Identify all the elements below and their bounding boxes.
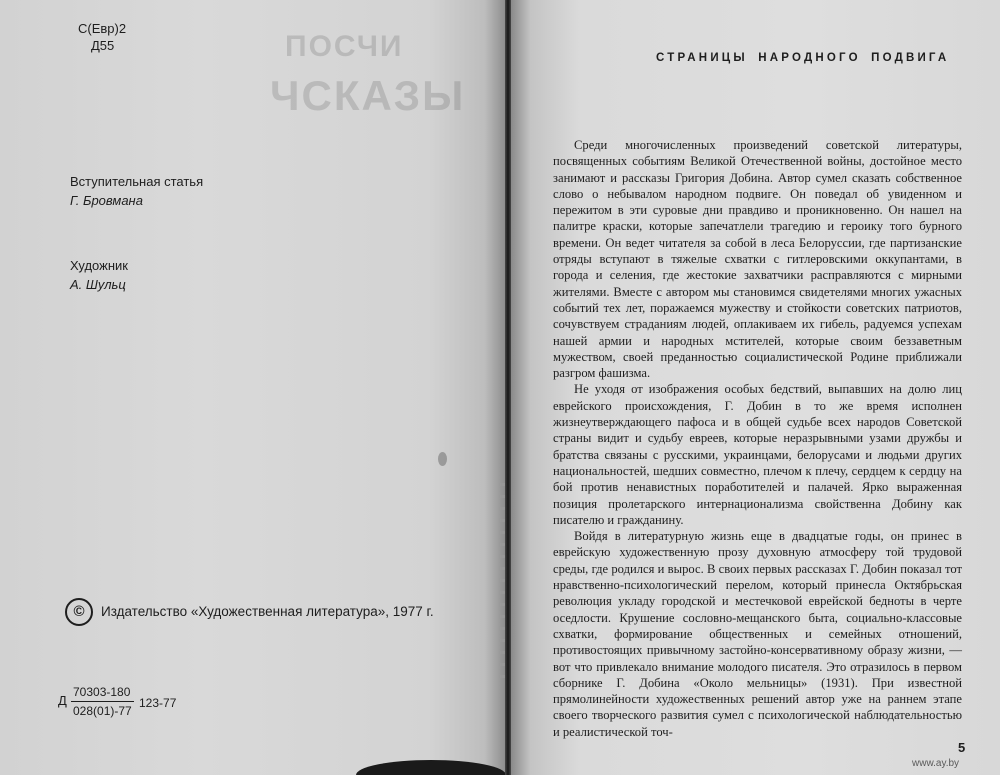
show-through-text: ПОСЧИ: [285, 30, 404, 63]
running-header: СТРАНИЦЫ НАРОДНОГО ПОДВИГА: [656, 52, 950, 64]
index-tail: 123-77: [139, 696, 177, 710]
call-number-line: Д55: [91, 38, 115, 53]
ink-blot: [438, 452, 447, 466]
body-text: [553, 137, 962, 740]
copyright-icon: ©: [65, 598, 93, 626]
show-through-text: ЧСКАЗЫ: [270, 72, 466, 119]
publisher-line: Издательство «Художественная литература», 1977 г.: [101, 604, 434, 619]
paragraph: Среди многочисленных произведений советской литературы, посвященных событиям Великой Отечественной войны, достойное место занимают и рассказы Григория Добина. Автор сумел сказать собственное слово о небывалом народном подвиге. Он поведал об увиденном и пережитом в эти суровые дни правдиво и проникновенно. Он нашел на палитре краски, которые запечатлели трагедию и героику того бурного времени. Он ведет читателя за собой в леса Белоруссии, где партизанские отряды вступают в тяжелые схватки с гитлеровскими оккупантами, в города и селения, где жестокие захватчики расправляются с мирными жителями. Вместе с автором мы становимся свидетелями многих ужасных событий тех лет, поражаемся мужеству и стойкости советских патриотов, сочувствуем страданиям людей, оплакиваем их гибель, радуемся успехам нашей армии и народных мстителей, которые своим беззаветным мужеством, своей преданностью социалистической Родине приближали разгром фашизма.: [553, 138, 962, 381]
page-shadow: [356, 760, 505, 775]
paragraph: Войдя в литературную жизнь еще в двадцатые годы, он принес в еврейскую художественную прозу духовную атмосферу той трудовой среды, где родился и вырос. В своих первых рассказах Г. Добин показал тот нравственно-психологический перелом, который принесла Октябрьская революция укладу городской и местечковой еврейской бедноты в черте оседлости. Крушение сословно-мещанского быта, социально-классовые схватки, формирование общественных и семейных отношений, противостоящих привычному застойно-консервативному образу жизни, — вот что привлекало внимание молодого писателя. Это отразилось в первом сборнике Г. Добина «Около мельницы» (1931). При известной прямолинейности художественных решений автор уже на раннем этапе своего творческого развития сумел с психологической наблюдательностью и реалистической точ-: [553, 529, 962, 739]
intro-label: Вступительная статья: [70, 174, 204, 189]
index-denominator: 028(01)-77: [73, 704, 132, 718]
artist-name: А. Шульц: [70, 277, 126, 292]
paragraph: Не уходя от изображения особых бедствий, выпавших на долю лиц еврейского происхождения, Г. Добин в то же время исполнен жизнеутверждающего пафоса и в общей судьбе всех народов Советской страны видит и судьбу евреев, которые неразрывными узами дружбы и братства связаны с русскими, украинцами, белорусами и людьми других национальностей, шедших совместно, плечом к плечу, сердцем к сердцу на бой против ненавистных поработителей и палачей. Ярко выраженная позиция пролетарского интернационализма свойственна Добину как писателю и гражданину.: [553, 382, 962, 527]
index-numerator: 70303-180: [71, 685, 134, 702]
artist-label: Художник: [70, 258, 128, 273]
watermark: www.ay.by: [912, 758, 960, 769]
index-fraction: [71, 685, 134, 719]
call-number-line: С(Евр)2: [78, 21, 127, 36]
page-number: 5: [958, 740, 966, 755]
intro-author: Г. Бровмана: [70, 193, 143, 208]
index-letter: Д: [58, 693, 67, 708]
call-number: [78, 20, 126, 54]
